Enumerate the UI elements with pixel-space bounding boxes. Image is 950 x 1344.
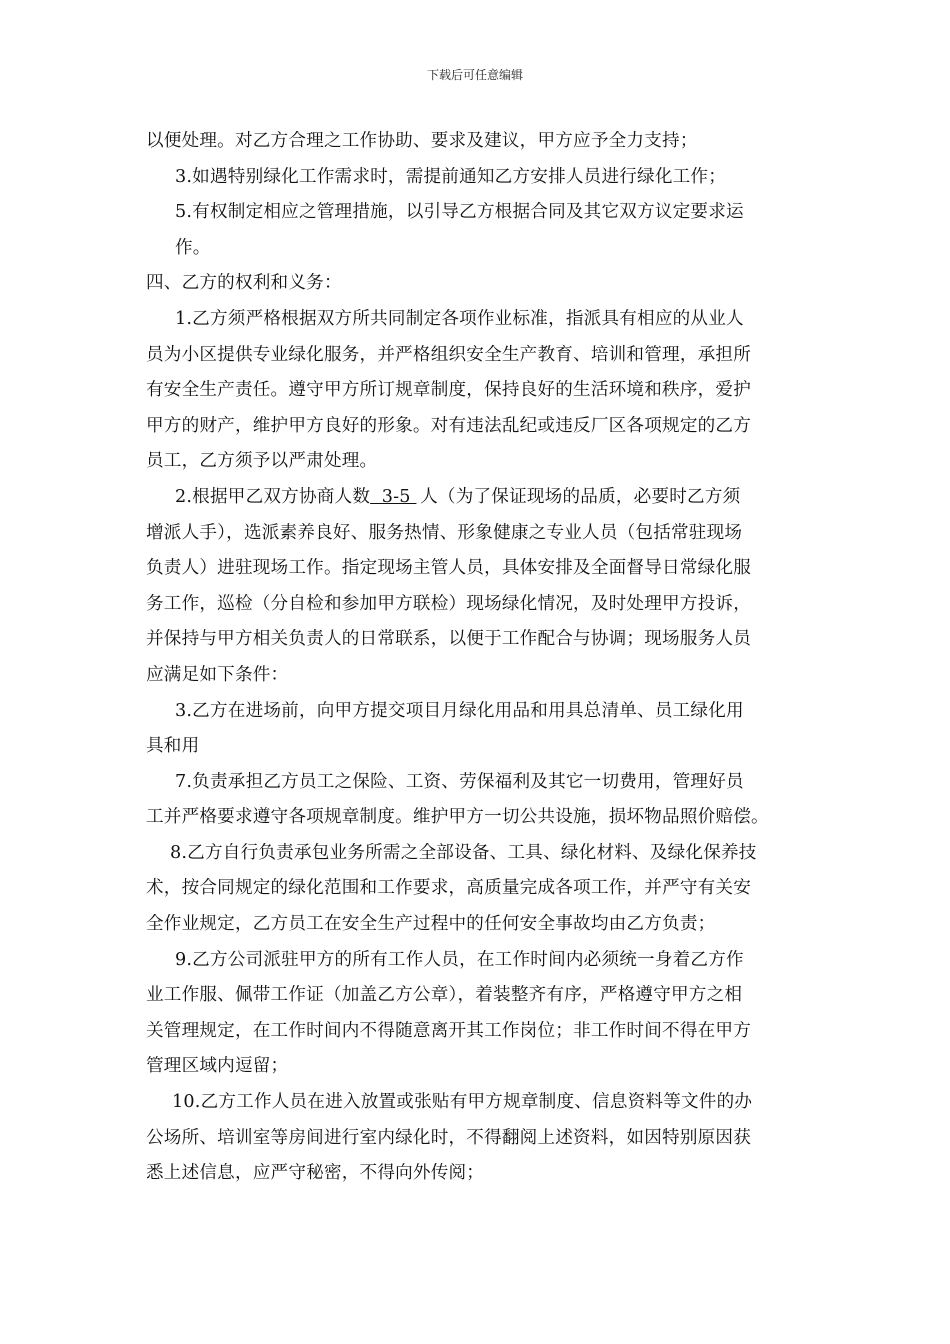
text-line-content: 工并严格要求遵守各项规章制度。维护甲方一切公共设施，损坏物品照价赔偿。	[146, 807, 769, 828]
text-line-content: 3.乙方在进场前，向甲方提交项目月绿化用品和用具总清单、员工绿化用	[175, 700, 744, 721]
text-line	[146, 266, 818, 302]
text-line	[146, 338, 818, 374]
text-line-content: 2.根据甲乙双方协商人数	[175, 486, 371, 507]
text-line	[146, 1049, 818, 1085]
body-text	[146, 124, 818, 1192]
text-line	[146, 1121, 818, 1157]
text-line-content: 增派人手），选派素养良好、服务热情、形象健康之专业人员（包括常驻现场	[146, 522, 743, 543]
text-line-content: 全作业规定，乙方员工在安全生产过程中的任何安全事故均由乙方负责；	[146, 914, 716, 935]
text-line	[146, 1156, 818, 1192]
text-line-content: 业工作服、佩带工作证（加盖乙方公章），着装整齐有序，严格遵守甲方之相	[146, 985, 743, 1006]
text-line	[146, 587, 818, 623]
text-line	[146, 836, 818, 872]
text-line	[146, 1014, 818, 1050]
text-line-content: 管理区域内逗留；	[146, 1056, 289, 1077]
text-line-content: 3.如遇特别绿化工作需求时，需提前通知乙方安排人员进行绿化工作；	[175, 166, 727, 187]
text-line-content: 负责人）进驻现场工作。指定现场主管人员，具体安排及全面督导日常绿化服	[146, 558, 751, 579]
text-line-content: 有安全生产责任。遵守甲方所订规章制度，保持良好的生活环境和秩序，爱护	[146, 380, 751, 401]
text-line	[146, 729, 818, 765]
text-line	[146, 622, 818, 658]
text-line	[146, 907, 818, 943]
text-line	[146, 444, 818, 480]
text-line	[146, 516, 818, 552]
text-line-content: 作。	[175, 237, 211, 258]
text-line-content: 关管理规定，在工作时间内不得随意离开其工作岗位；非工作时间不得在甲方	[146, 1020, 751, 1041]
text-line	[146, 694, 818, 730]
text-line-content: 7.负责承担乙方员工之保险、工资、劳保福利及其它一切费用，管理好员	[175, 771, 744, 792]
text-line	[146, 551, 818, 587]
text-line	[146, 658, 818, 694]
text-line	[146, 373, 818, 409]
text-line-content: 应满足如下条件：	[146, 664, 289, 685]
page-header: 下载后可任意编辑	[426, 68, 523, 82]
text-line	[146, 1085, 818, 1121]
text-line-content: 公场所、培训室等房间进行室内绿化时，不得翻阅上述资料，如因特别原因获	[146, 1127, 751, 1148]
text-line-content: 甲方的财产，维护甲方良好的形象。对有违法乱纪或违反厂区各项规定的乙方	[146, 415, 751, 436]
text-line-content: 四、乙方的权利和义务：	[146, 273, 342, 294]
text-line	[146, 302, 818, 338]
text-line-content: 9.乙方公司派驻甲方的所有工作人员，在工作时间内必须统一身着乙方作	[175, 949, 744, 970]
text-line	[146, 409, 818, 445]
text-line-content: 10.乙方工作人员在进入放置或张贴有甲方规章制度、信息资料等文件的办	[172, 1092, 753, 1113]
text-line	[146, 480, 818, 516]
text-line	[146, 124, 818, 160]
text-line-content: 以便处理。对乙方合理之工作协助、要求及建议，甲方应予全力支持；	[146, 131, 698, 151]
text-line-content: 员为小区提供专业绿化服务，并严格组织安全生产教育、培训和管理，承担所	[146, 344, 751, 365]
text-line	[146, 195, 818, 231]
text-line-content: 5.有权制定相应之管理措施，以引导乙方根据合同及其它双方议定要求运	[175, 202, 744, 223]
text-line-content: 1.乙方须严格根据双方所共同制定各项作业标准，指派具有相应的从业人	[175, 308, 744, 329]
text-line-content: 并保持与甲方相关负责人的日常联系，以便于工作配合与协调；现场服务人员	[146, 629, 751, 650]
text-line-content: 悉上述信息，应严守秘密，不得向外传阅；	[146, 1163, 485, 1184]
text-line	[146, 765, 818, 801]
text-line	[146, 160, 818, 196]
underlined-field-value: 3-5	[370, 486, 417, 507]
text-line-content: 术，按合同规定的绿化范围和工作要求，高质量完成各项工作，并严守有关安	[146, 878, 751, 899]
text-line-content: 具和用	[146, 736, 200, 757]
text-line-content: 8.乙方自行负责承包业务所需之全部设备、工具、绿化材料、及绿化保养技	[170, 842, 757, 863]
text-line	[146, 943, 818, 979]
text-line	[146, 871, 818, 907]
text-line	[146, 800, 818, 836]
text-line-content: 员工，乙方须予以严肃处理。	[146, 451, 378, 472]
text-line-continuation: 人（为了保证现场的品质，必要时乙方须	[420, 486, 741, 507]
text-line	[146, 231, 818, 267]
text-line-content: 务工作，巡检（分自检和参加甲方联检）现场绿化情况，及时处理甲方投诉，	[146, 593, 751, 614]
text-line	[146, 978, 818, 1014]
